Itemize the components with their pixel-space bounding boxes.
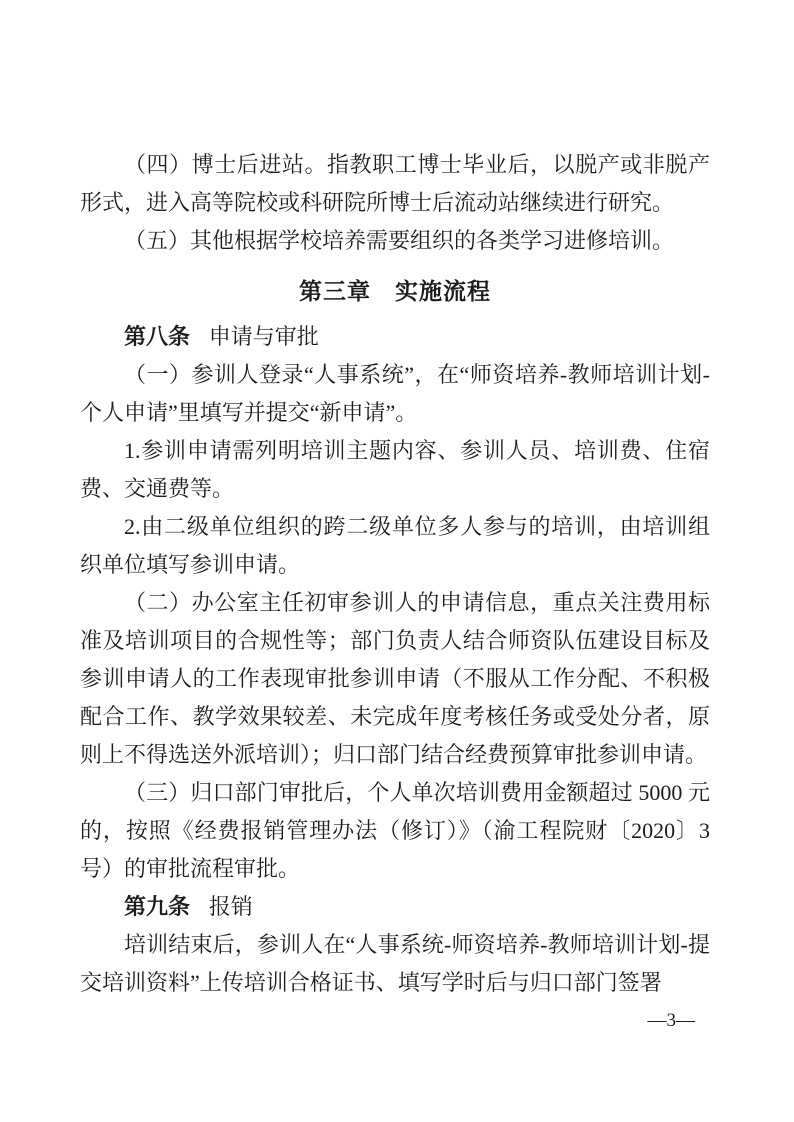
article-9-label: 第九条 — [124, 894, 191, 919]
paragraph-item-5: （五）其他根据学校培养需要组织的各类学习进修培训。 — [124, 228, 675, 253]
article-9-title: 报销 — [208, 894, 253, 919]
paragraph-item-4: （四）博士后进站。指教职工博士毕业后，以脱产或非脱产形式，进入高等院校或科研院所博士后流动站继续进行研究。 — [80, 152, 710, 215]
page-number: —3— — [647, 1010, 695, 1031]
article-8-clause-2: （二）办公室主任初审参训人的申请信息，重点关注费用标准及培训项目的合规性等；部门负责人结合师资队伍建设目标及参训申请人的工作表现审批参训申请（不服从工作分配、不积极配合工作、教学效果较差、未完成年度考核任务或受处分者，原则上不得选送外派培训）；归口部门结合经费预算审批参训申请。 — [80, 590, 710, 767]
chapter-3-heading: 第三章 实施流程 — [299, 278, 491, 304]
document-body — [80, 146, 710, 1002]
article-9-intro: 培训结束后，参训人在“人事系统-师资培养-教师培训计划-提交培训资料”上传培训合格证书、填写学时后与归口部门签署 — [80, 932, 710, 995]
article-8-label: 第八条 — [124, 324, 191, 349]
article-8-clause-1-sub-1: 1.参训申请需列明培训主题内容、参训人员、培训费、住宿费、交通费等。 — [80, 438, 710, 501]
article-8-clause-3: （三）归口部门审批后，个人单次培训费用金额超过 5000 元的，按照《经费报销管理办法（修订）》（渝工程院财〔2020〕3 号）的审批流程审批。 — [80, 780, 710, 881]
article-8-title: 申请与审批 — [208, 324, 319, 349]
article-8-clause-1: （一）参训人登录“人事系统”，在“师资培养-教师培训计划-个人申请”里填写并提交“新申请”。 — [80, 362, 710, 425]
article-8-heading — [80, 318, 710, 356]
article-8-clause-1-sub-2: 2.由二级单位组织的跨二级单位多人参与的培训，由培训组织单位填写参训申请。 — [80, 514, 710, 577]
article-9-heading — [80, 888, 710, 926]
